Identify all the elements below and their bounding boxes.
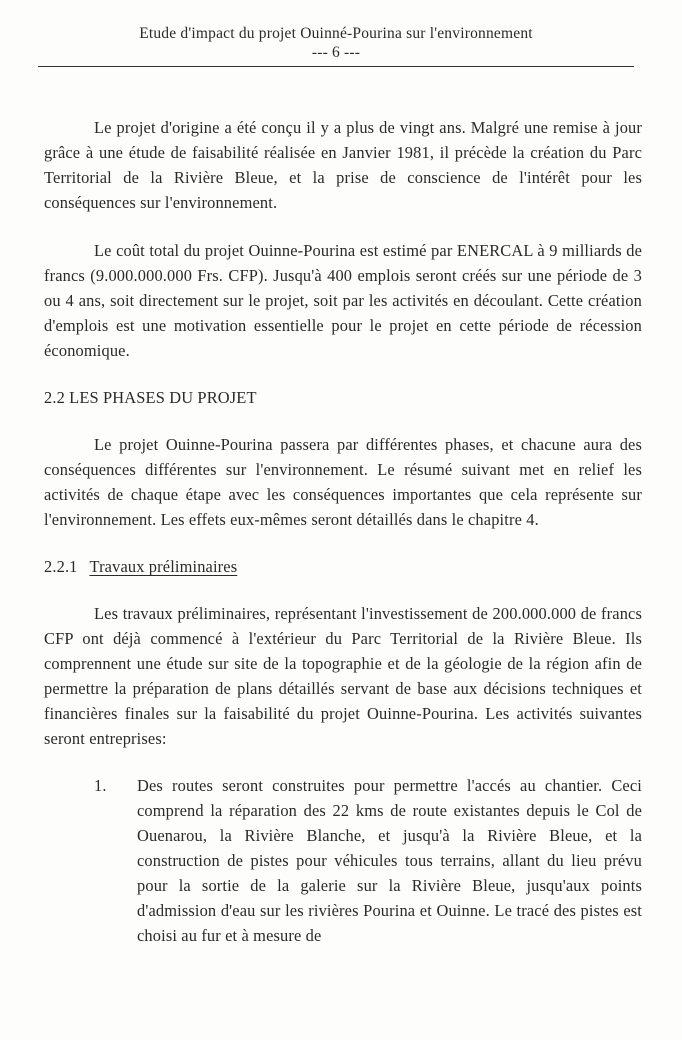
header-title: Etude d'impact du projet Ouinné-Pourina sur l'environnement	[139, 25, 533, 42]
paragraph-origin: Le projet d'origine a été conçu il y a plus de vingt ans. Malgré une remise à jour grâce à une étude de faisabilité réalisée en Janvier 1981, il précède la création du Parc Territorial de la Rivière Bleue, et la prise de conscience de l'intérêt pour les conséquences sur l'environnement.	[44, 118, 642, 212]
page-number: --- 6 ---	[311, 44, 361, 61]
list-item-marker: 1.	[94, 776, 107, 795]
paragraph-preliminary-works: Les travaux préliminaires, représentant l'investissement de 200.000.000 de francs CFP ont déjà commencé à l'extérieur du Parc Territorial de la Rivière Bleue. Ils comprennent une étude sur site de la topographie et de la géologie de la région afin de permettre la préparation de plans détaillés servant de base aux décisions techniques et financières finales sur la faisabilité du projet Ouinne-Pourina. Les activités suivantes seront entreprises:	[44, 604, 642, 748]
paragraph-cost: Le coût total du projet Ouinne-Pourina est estimé par ENERCAL à 9 milliards de francs (9.000.000.000 Frs. CFP). Jusqu'à 400 emplois seront créés sur une période de 3 ou 4 ans, soit directement sur le projet, soit par les activités en découlant. Cette création d'emplois est une motivation essentielle pour le projet en cette période de récession économique.	[44, 241, 642, 360]
subsection-title: Travaux préliminaires	[89, 557, 238, 576]
list-item-text: Des routes seront construites pour permettre l'accés au chantier. Ceci comprend la réparation des 22 kms de route existantes depuis le Col de Ouenarou, la Rivière Blanche, et jusqu'à la Rivière Bleue, et la construction de pistes pour véhicules tous terrains, allant du lieu prévu pour la sortie de la galerie sur la Rivière Bleue, jusqu'aux points d'admission d'eau sur les rivières Pourina et Ouinne. Le tracé des pistes est choisi au fur et à mesure de	[137, 776, 642, 945]
section-heading: 2.2 LES PHASES DU PROJET	[44, 388, 257, 407]
subsection-heading	[44, 554, 642, 579]
header-divider	[38, 66, 634, 67]
paragraph-phases: Le projet Ouinne-Pourina passera par différentes phases, et chacune aura des conséquences différentes sur l'environnement. Le résumé suivant met en relief les activités de chaque étape avec les conséquences importantes que cela représente sur l'environnement. Les effets eux-mêmes seront détaillés dans le chapitre 4.	[44, 435, 642, 529]
document-body	[44, 115, 642, 948]
activities-list	[44, 773, 642, 948]
list-item	[44, 773, 642, 948]
subsection-number: 2.2.1	[44, 557, 78, 576]
page-header	[38, 24, 634, 62]
